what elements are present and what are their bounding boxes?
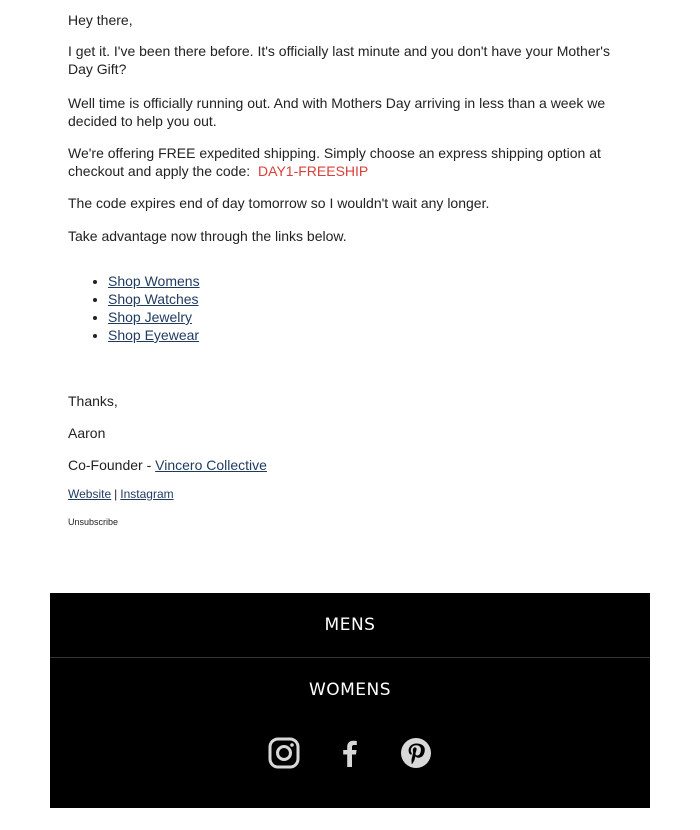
offer-text: We're offering FREE expedited shipping. Simply choose an express shipping option at checkout and apply the code: — [68, 145, 601, 179]
website-link[interactable]: Website — [68, 487, 112, 501]
footer-nav-womens[interactable]: WOMENS — [308, 680, 392, 700]
unsubscribe-line — [68, 516, 118, 528]
footer — [50, 593, 650, 808]
advantage-paragraph: Take advantage now through the links below. — [68, 228, 347, 244]
list-item — [108, 326, 200, 344]
pinterest-icon[interactable] — [399, 736, 433, 770]
greeting-text: Hey there, — [68, 12, 133, 28]
title-prefix: Co-Founder - — [68, 457, 156, 473]
footer-social-icons — [50, 736, 650, 770]
signoff-text: Thanks, — [68, 393, 118, 409]
shop-jewelry-link[interactable]: Shop Jewelry — [108, 309, 193, 325]
company-link[interactable]: Vincero Collective — [155, 457, 267, 473]
link-separator: | — [114, 487, 118, 501]
offer-paragraph — [68, 144, 628, 180]
expiry-paragraph: The code expires end of day tomorrow so I wouldn't wait any longer. — [68, 195, 490, 211]
instagram-link[interactable]: Instagram — [120, 487, 174, 501]
instagram-icon[interactable] — [267, 736, 301, 770]
sender-title — [68, 456, 267, 474]
time-paragraph: Well time is officially running out. And with Mothers Day arriving in less than a week we decided to help you out. — [68, 95, 606, 129]
list-item — [108, 272, 200, 290]
facebook-icon[interactable] — [333, 736, 367, 770]
shop-eyewear-link[interactable]: Shop Eyewear — [108, 327, 200, 343]
list-item — [108, 290, 200, 308]
social-links — [68, 486, 174, 502]
shop-womens-link[interactable]: Shop Womens — [108, 273, 200, 289]
shop-watches-link[interactable]: Shop Watches — [108, 291, 199, 307]
promo-code: DAY1-FREESHIP — [258, 163, 369, 179]
unsubscribe-link[interactable]: Unsubscribe — [68, 517, 119, 527]
sender-name: Aaron — [68, 425, 106, 441]
footer-nav-mens[interactable]: MENS — [50, 593, 650, 658]
shop-links-list — [68, 272, 200, 344]
list-item — [108, 308, 200, 326]
intro-paragraph: I get it. I've been there before. It's officially last minute and you don't have your Mother's Day Gift? — [68, 43, 610, 77]
